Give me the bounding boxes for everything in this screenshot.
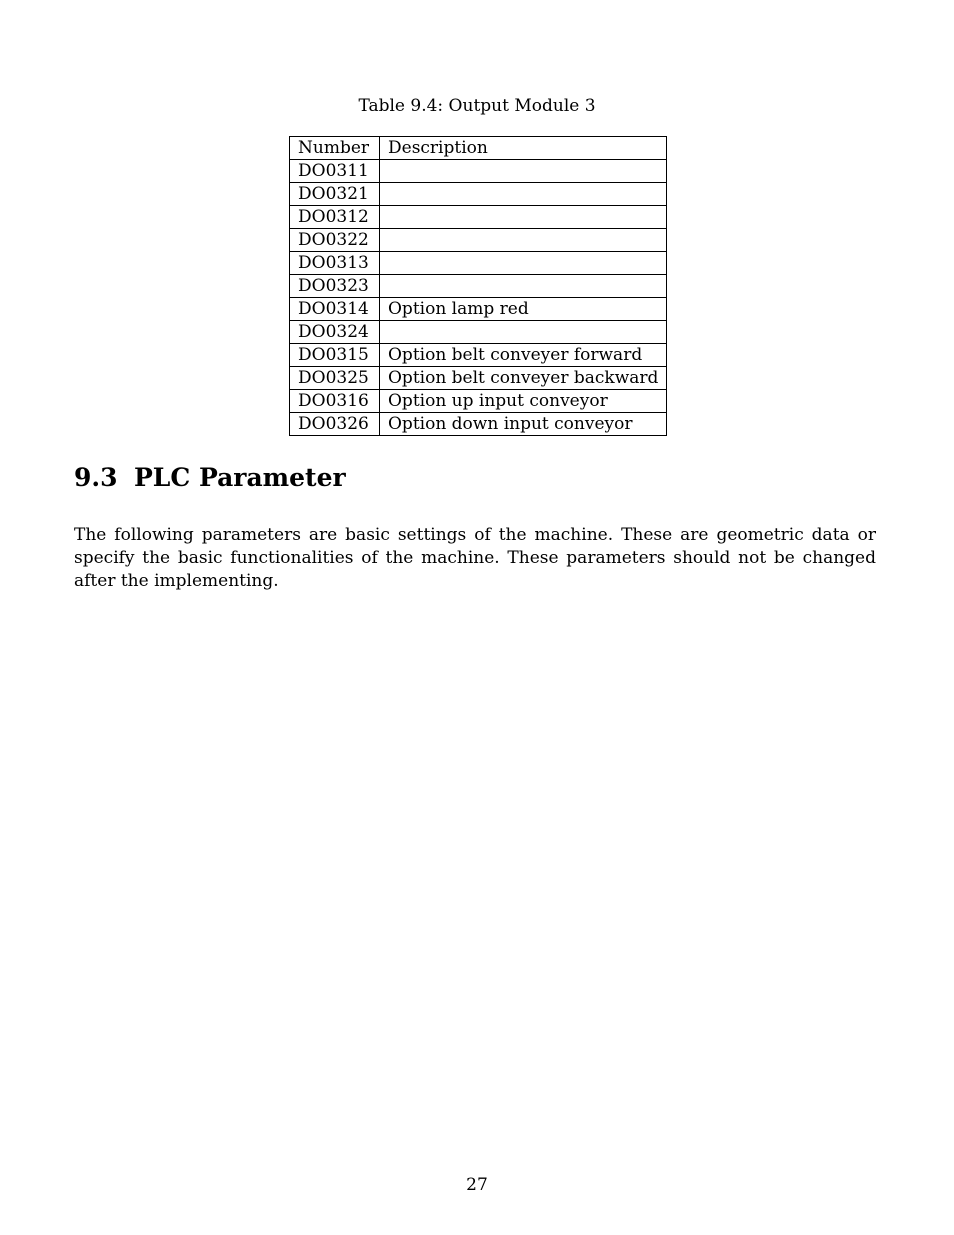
cell-number: DO0323 — [290, 275, 380, 298]
table-row — [290, 367, 667, 390]
cell-number: DO0314 — [290, 298, 380, 321]
table-row — [290, 298, 667, 321]
cell-number: DO0313 — [290, 252, 380, 275]
page-number: 27 — [466, 1175, 488, 1195]
table-row — [290, 275, 667, 298]
table-row — [290, 160, 667, 183]
table-row — [290, 252, 667, 275]
cell-description — [380, 160, 667, 183]
cell-number: DO0325 — [290, 367, 380, 390]
cell-description: Option down input conveyor — [380, 413, 667, 436]
table-header-row — [290, 137, 667, 160]
cell-description: Option lamp red — [380, 298, 667, 321]
cell-description — [380, 206, 667, 229]
cell-description: Option belt conveyer backward — [380, 367, 667, 390]
table-row — [290, 183, 667, 206]
cell-description: Option up input conveyor — [380, 390, 667, 413]
column-header-description: Description — [380, 137, 667, 160]
cell-description — [380, 321, 667, 344]
cell-number: DO0315 — [290, 344, 380, 367]
cell-description — [380, 229, 667, 252]
section-heading — [74, 462, 346, 494]
table-row — [290, 321, 667, 344]
cell-number: DO0316 — [290, 390, 380, 413]
cell-number: DO0312 — [290, 206, 380, 229]
cell-number: DO0321 — [290, 183, 380, 206]
body-paragraph: The following parameters are basic settings of the machine. These are geometric data or specify the basic functionalities of the machine. These parameters should not be changed after the implementing. — [74, 525, 876, 591]
cell-description: Option belt conveyer forward — [380, 344, 667, 367]
table-row — [290, 344, 667, 367]
output-module-table — [289, 136, 667, 436]
table-caption: Table 9.4: Output Module 3 — [358, 96, 596, 116]
cell-number: DO0311 — [290, 160, 380, 183]
cell-number: DO0324 — [290, 321, 380, 344]
table-row — [290, 206, 667, 229]
table-row — [290, 390, 667, 413]
column-header-number: Number — [290, 137, 380, 160]
cell-number: DO0322 — [290, 229, 380, 252]
table-row — [290, 229, 667, 252]
cell-description — [380, 183, 667, 206]
cell-description — [380, 252, 667, 275]
cell-number: DO0326 — [290, 413, 380, 436]
section-number: 9.3 — [74, 463, 118, 492]
section-title: PLC Parameter — [134, 463, 346, 492]
cell-description — [380, 275, 667, 298]
table-row — [290, 413, 667, 436]
